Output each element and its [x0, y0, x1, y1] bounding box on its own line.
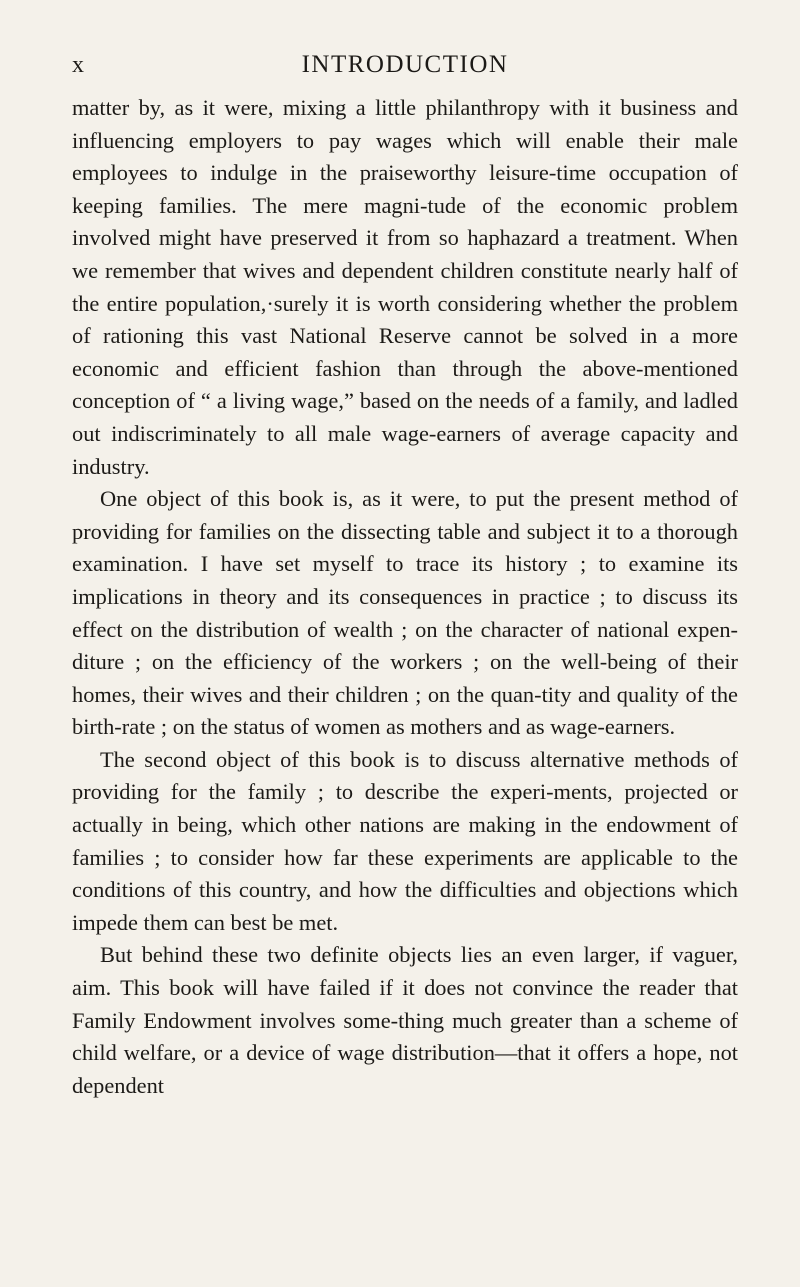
- paragraph-second-object: The second object of this book is to discuss alternative methods of providing for the family ; to describe the experi-ments, projected or actually in being, which other nations are making in the endowment of families ; to consider how far these experiments are applicable to the conditions of this country, and how the difficulties and objections which impede them can best be met.: [72, 746, 738, 935]
- page-number: x: [72, 52, 84, 78]
- running-title: INTRODUCTION: [301, 51, 509, 78]
- body-text: [72, 92, 738, 1102]
- running-head: [72, 48, 738, 82]
- paragraph-larger-aim: But behind these two definite objects lies an even larger, if vaguer, aim. This book will have failed if it does not convince the reader that Family Endowment involves some-thing much greater than a scheme of child welfare, or a device of wage distribution—that it offers a hope, not dependent: [72, 942, 738, 1098]
- paragraph-continued: matter by, as it were, mixing a little philanthropy with it business and influencing employers to pay wages which will enable their male employees to indulge in the praiseworthy leisure-time occupation of keeping families. The mere magni-tude of the economic problem involved might have preserved it from so haphazard a treatment. When we remember that wives and dependent children constitute nearly half of the entire population,·surely it is worth considering whether the problem of rationing this vast National Reserve cannot be solved in a more economic and efficient fashion than through the above-mentioned conception of “ a living wage,” based on the needs of a family, and ladled out indiscriminately to all male wage-earners of average capacity and industry.: [72, 95, 738, 479]
- paragraph-first-object: One object of this book is, as it were, to put the present method of providing for families on the dissecting table and subject it to a thorough examination. I have set myself to trace its history ; to examine its implications in theory and its consequences in practice ; to discuss its effect on the distribution of wealth ; on the character of national expen-diture ; on the efficiency of the workers ; on the well-being of their homes, their wives and their children ; on the quan-tity and quality of the birth-rate ; on the status of women as mothers and as wage-earners.: [72, 486, 738, 740]
